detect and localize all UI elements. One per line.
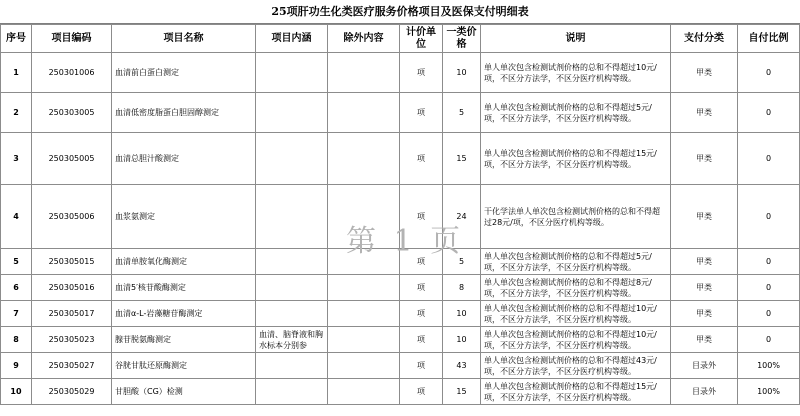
cell-name: 血清5′核苷酸酶测定 [112,275,256,301]
cell-price: 43 [443,353,481,379]
cell-pay: 甲类 [671,185,738,249]
cell-desc: 单人单次包含检测试剂价格的总和不得超过5元/项，不区分方法学，不区分医疗机构等级。 [481,249,671,275]
table-row [1,379,800,405]
cell-ratio: 0 [738,275,800,301]
cell-desc: 单人单次包含检测试剂价格的总和不得超过15元/项，不区分方法学，不区分医疗机构等级。 [481,379,671,405]
cell-content: 血清、脑脊液和胸水标本分别参 [256,327,328,353]
cell-desc: 单人单次包含检测试剂价格的总和不得超过10元/项，不区分方法学，不区分医疗机构等级。 [481,327,671,353]
price-table [0,24,800,405]
cell-pay: 甲类 [671,327,738,353]
header-desc: 说明 [481,25,671,53]
header-self-ratio: 自付比例 [738,25,800,53]
cell-code: 250305017 [32,301,112,327]
cell-unit: 项 [400,53,443,93]
cell-pay: 甲类 [671,249,738,275]
table-row [1,53,800,93]
cell-name: 谷胱甘肽还原酶测定 [112,353,256,379]
cell-code: 250305016 [32,275,112,301]
header-seq: 序号 [1,25,32,53]
cell-code: 250301006 [32,53,112,93]
cell-ratio: 0 [738,93,800,133]
table-row [1,327,800,353]
cell-content [256,133,328,185]
cell-unit: 项 [400,249,443,275]
header-pay-category: 支付分类 [671,25,738,53]
cell-seq: 8 [1,327,32,353]
cell-unit: 项 [400,379,443,405]
cell-seq: 4 [1,185,32,249]
cell-desc: 单人单次包含检测试剂价格的总和不得超过8元/项，不区分方法学，不区分医疗机构等级。 [481,275,671,301]
cell-name: 血清前白蛋白测定 [112,53,256,93]
cell-content [256,353,328,379]
cell-code: 250305029 [32,379,112,405]
cell-name: 甘胆酸（CG）检测 [112,379,256,405]
cell-ratio: 0 [738,327,800,353]
cell-pay: 目录外 [671,353,738,379]
cell-pay: 甲类 [671,301,738,327]
cell-price: 5 [443,93,481,133]
cell-unit: 项 [400,275,443,301]
cell-ratio: 0 [738,249,800,275]
cell-name: 血清单胺氧化酶测定 [112,249,256,275]
cell-unit: 项 [400,353,443,379]
cell-unit: 项 [400,185,443,249]
cell-ratio: 0 [738,301,800,327]
cell-name: 腺苷脱氨酶测定 [112,327,256,353]
cell-unit: 项 [400,301,443,327]
cell-code: 250303005 [32,93,112,133]
cell-excluded [328,353,400,379]
cell-code: 250305005 [32,133,112,185]
cell-content [256,53,328,93]
cell-desc: 单人单次包含检测试剂价格的总和不得超过10元/项，不区分方法学，不区分医疗机构等级。 [481,53,671,93]
cell-desc: 单人单次包含检测试剂价格的总和不得超过43元/项，不区分方法学，不区分医疗机构等级。 [481,353,671,379]
table-row [1,301,800,327]
header-code: 项目编码 [32,25,112,53]
cell-excluded [328,53,400,93]
cell-desc: 单人单次包含检测试剂价格的总和不得超过15元/项，不区分方法学，不区分医疗机构等级。 [481,133,671,185]
cell-ratio: 0 [738,133,800,185]
cell-ratio: 100% [738,353,800,379]
cell-excluded [328,249,400,275]
cell-pay: 甲类 [671,53,738,93]
table-row [1,275,800,301]
header-content: 项目内涵 [256,25,328,53]
cell-price: 15 [443,379,481,405]
cell-content [256,249,328,275]
cell-seq: 3 [1,133,32,185]
cell-seq: 1 [1,53,32,93]
table-row [1,133,800,185]
cell-content [256,93,328,133]
cell-excluded [328,93,400,133]
cell-excluded [328,133,400,185]
table-row [1,249,800,275]
cell-content [256,275,328,301]
cell-excluded [328,379,400,405]
cell-unit: 项 [400,133,443,185]
cell-price: 15 [443,133,481,185]
cell-unit: 项 [400,327,443,353]
cell-name: 血浆氨测定 [112,185,256,249]
table-row [1,93,800,133]
cell-code: 250305015 [32,249,112,275]
cell-ratio: 0 [738,53,800,93]
cell-price: 24 [443,185,481,249]
cell-price: 8 [443,275,481,301]
cell-price: 5 [443,249,481,275]
cell-excluded [328,275,400,301]
cell-excluded [328,185,400,249]
cell-pay: 甲类 [671,275,738,301]
cell-content [256,301,328,327]
table-row [1,353,800,379]
cell-excluded [328,301,400,327]
cell-pay: 甲类 [671,93,738,133]
cell-seq: 5 [1,249,32,275]
cell-code: 250305006 [32,185,112,249]
cell-desc: 干化学法单人单次包含检测试剂价格的总和不得超过28元/项，不区分医疗机构等级。 [481,185,671,249]
cell-seq: 7 [1,301,32,327]
cell-content [256,185,328,249]
cell-seq: 9 [1,353,32,379]
cell-seq: 10 [1,379,32,405]
cell-desc: 单人单次包含检测试剂价格的总和不得超过5元/项，不区分方法学，不区分医疗机构等级。 [481,93,671,133]
header-price: 一类价格 [443,25,481,53]
page-number-watermark: 第 1 页 [346,224,465,259]
header-unit: 计价单位 [400,25,443,53]
cell-price: 10 [443,327,481,353]
cell-name: 血清低密度脂蛋白胆固醇测定 [112,93,256,133]
cell-name: 血清总胆汁酸测定 [112,133,256,185]
cell-excluded [328,327,400,353]
cell-price: 10 [443,301,481,327]
header-name: 项目名称 [112,25,256,53]
cell-content [256,379,328,405]
cell-pay: 甲类 [671,133,738,185]
cell-ratio: 100% [738,379,800,405]
header-excluded: 除外内容 [328,25,400,53]
cell-seq: 6 [1,275,32,301]
header-row [1,25,800,53]
cell-desc: 单人单次包含检测试剂价格的总和不得超过10元/项，不区分方法学，不区分医疗机构等级。 [481,301,671,327]
cell-code: 250305023 [32,327,112,353]
cell-name: 血清α-L-岩藻糖苷酶测定 [112,301,256,327]
cell-code: 250305027 [32,353,112,379]
cell-unit: 项 [400,93,443,133]
cell-seq: 2 [1,93,32,133]
cell-pay: 目录外 [671,379,738,405]
table-row [1,185,800,249]
table-title: 25项肝功生化类医疗服务价格项目及医保支付明细表 [0,0,800,24]
cell-ratio: 0 [738,185,800,249]
cell-price: 10 [443,53,481,93]
